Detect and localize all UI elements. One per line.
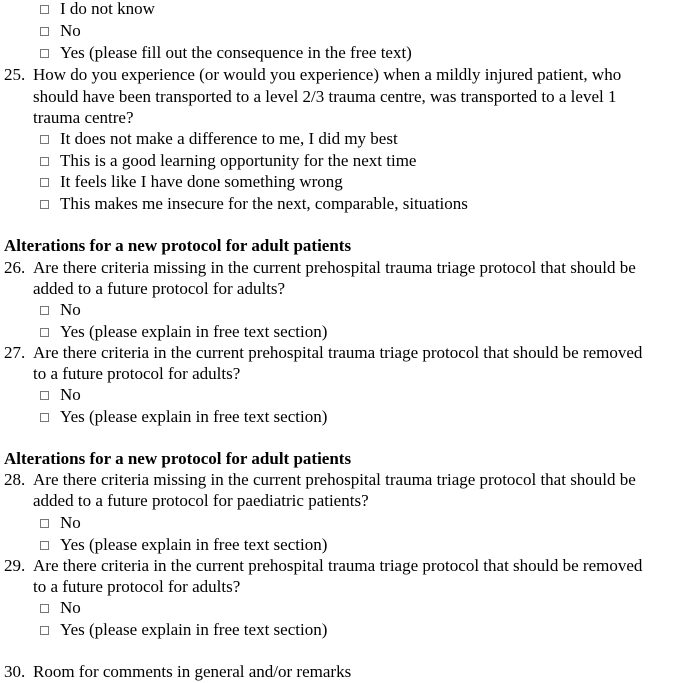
question-number: 27. [4, 343, 26, 362]
question-text-continued: should have been transported to a level 2/3 trauma centre, was transported to a level 1 [33, 87, 617, 106]
option-no[interactable] [40, 20, 81, 42]
question-number: 29. [4, 556, 26, 575]
option-label: It feels like I have done something wrong [60, 172, 343, 191]
option-something-wrong[interactable] [40, 171, 343, 193]
checkbox[interactable] [40, 604, 49, 613]
checkbox[interactable] [40, 200, 49, 209]
checkbox[interactable] [40, 541, 49, 550]
checkbox[interactable] [40, 626, 49, 635]
question-number: 28. [4, 470, 26, 489]
option-label: It does not make a difference to me, I did my best [60, 129, 398, 148]
option-label: This makes me insecure for the next, comparable, situations [60, 194, 468, 213]
question-text: How do you experience (or would you experience) when a mildly injured patient, who [33, 65, 622, 84]
question-text-continued: added to a future protocol for paediatric patients? [33, 491, 369, 510]
option-no[interactable] [40, 512, 81, 534]
option-label: No [60, 513, 81, 532]
question-text-continued: to a future protocol for adults? [33, 364, 241, 383]
option-label: Yes (please explain in free text section) [60, 535, 328, 554]
question-27 [0, 342, 685, 364]
checkbox[interactable] [40, 519, 49, 528]
checkbox[interactable] [40, 157, 49, 166]
checkbox[interactable] [40, 306, 49, 315]
option-label: I do not know [60, 0, 155, 18]
option-yes[interactable] [40, 321, 327, 343]
question-25 [0, 64, 685, 86]
option-yes[interactable] [40, 42, 412, 64]
option-yes[interactable] [40, 406, 327, 428]
question-text: Room for comments in general and/or remarks [33, 662, 352, 681]
option-i-do-not-know[interactable] [40, 0, 155, 20]
checkbox[interactable] [40, 49, 49, 58]
option-yes[interactable] [40, 534, 327, 556]
checkbox[interactable] [40, 135, 49, 144]
option-label: No [60, 300, 81, 319]
checkbox[interactable] [40, 27, 49, 36]
question-number: 25. [4, 65, 26, 84]
question-text: Are there criteria in the current prehospital trauma triage protocol that should be removed [33, 556, 643, 575]
question-text-continued: to a future protocol for adults? [33, 577, 241, 596]
checkbox[interactable] [40, 413, 49, 422]
checkbox[interactable] [40, 328, 49, 337]
option-label: No [60, 21, 81, 40]
question-29 [0, 555, 685, 577]
option-label: Yes (please explain in free text section) [60, 620, 328, 639]
checkbox[interactable] [40, 5, 49, 14]
option-label: No [60, 385, 81, 404]
question-26 [0, 257, 685, 279]
question-number: 30. [4, 662, 26, 681]
option-label: This is a good learning opportunity for the next time [60, 151, 417, 170]
question-text-continued: added to a future protocol for adults? [33, 279, 286, 298]
option-no[interactable] [40, 597, 81, 619]
question-number: 26. [4, 258, 26, 277]
question-text: Are there criteria in the current prehospital trauma triage protocol that should be removed [33, 343, 643, 362]
option-label: Yes (please explain in free text section) [60, 322, 328, 341]
option-insecure[interactable] [40, 193, 468, 215]
section-heading: Alterations for a new protocol for adult patients [4, 449, 352, 468]
question-28 [0, 469, 685, 491]
question-text-continued: trauma centre? [33, 108, 134, 127]
option-no[interactable] [40, 299, 81, 321]
option-label: Yes (please fill out the consequence in the free text) [60, 43, 412, 62]
option-no[interactable] [40, 384, 81, 406]
question-text: Are there criteria missing in the current prehospital trauma triage protocol that should be [33, 470, 636, 489]
option-learning-opportunity[interactable] [40, 150, 416, 172]
question-text: Are there criteria missing in the current prehospital trauma triage protocol that should be [33, 258, 636, 277]
option-label: No [60, 598, 81, 617]
section-heading: Alterations for a new protocol for adult patients [4, 236, 352, 255]
option-no-difference[interactable] [40, 128, 398, 150]
checkbox[interactable] [40, 391, 49, 400]
option-yes[interactable] [40, 619, 327, 641]
question-30 [0, 661, 685, 683]
option-label: Yes (please explain in free text section) [60, 407, 328, 426]
checkbox[interactable] [40, 178, 49, 187]
